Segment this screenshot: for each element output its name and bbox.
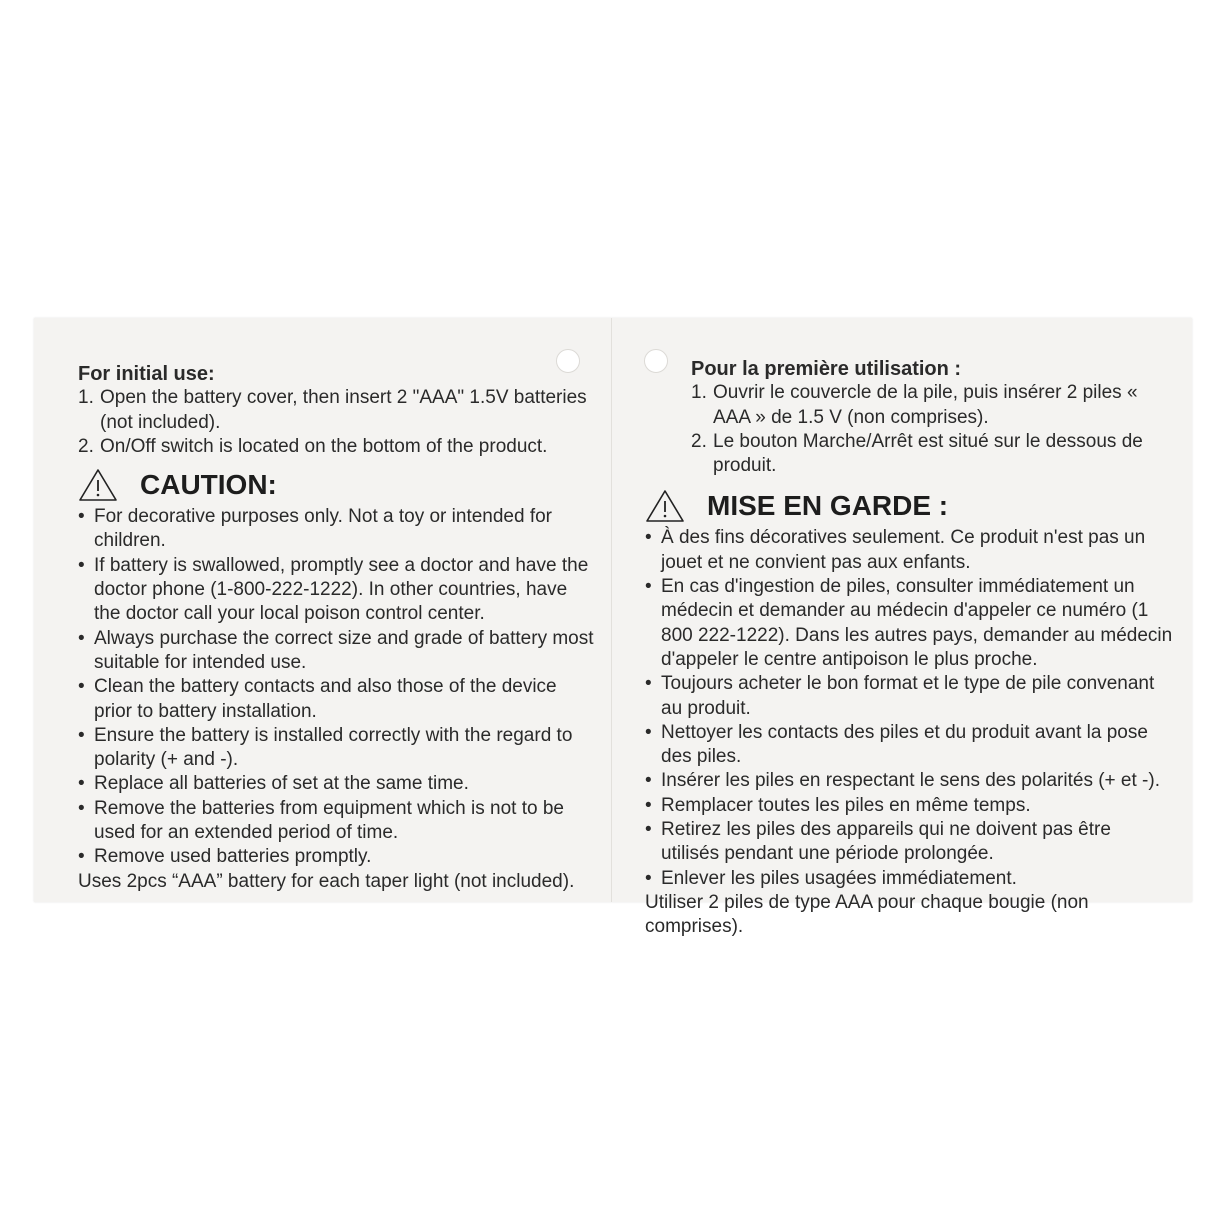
- caution-bullet: • Always purchase the correct size and grade of battery most suitable for intended use.: [78, 627, 594, 673]
- caution-bullet: • Remove used batteries promptly.: [78, 846, 372, 868]
- step-item: 1. Ouvrir le couvercle de la pile, puis insérer 2 piles « AAA » de 1.5 V (non comprises).: [691, 382, 1138, 428]
- mise-en-garde-heading: [645, 488, 1173, 524]
- caution-bullet: • Insérer les piles en respectant le sens des polarités (+ et -).: [645, 770, 1160, 792]
- step-item: 2. Le bouton Marche/Arrêt est situé sur le dessous de produit.: [691, 430, 1143, 477]
- caution-heading: [78, 467, 598, 503]
- caution-bullet: • Toujours acheter le bon format et le type de pile convenant au produit.: [645, 673, 1155, 719]
- card-fold-line: [611, 318, 612, 902]
- premiere-utilisation-heading: Pour la première utilisation :: [691, 358, 962, 380]
- warning-triangle-icon: [645, 489, 685, 523]
- french-panel: [645, 357, 1173, 940]
- caution-bullet: • Remove the batteries from equipment which is not to be used for an extended period of time.: [78, 797, 564, 844]
- caution-bullet: • À des fins décoratives seulement. Ce produit n'est pas un jouet et ne convient pas aux enfants.: [645, 527, 1146, 573]
- step-item: 2. On/Off switch is located on the bottom of the product.: [78, 435, 548, 457]
- initial-use-heading: For initial use:: [78, 363, 215, 385]
- warning-triangle-icon: [78, 468, 118, 502]
- caution-bullet: • Enlever les piles usagées immédiatement.: [645, 867, 1017, 889]
- caution-title: CAUTION:: [140, 469, 277, 501]
- battery-footer-note: Utiliser 2 piles de type AAA pour chaque bougie (non comprises).: [645, 891, 1089, 938]
- english-panel: [78, 362, 598, 894]
- caution-bullet: • Clean the battery contacts and also those of the device prior to battery installation.: [78, 676, 557, 722]
- mise-en-garde-title: MISE EN GARDE :: [707, 490, 949, 522]
- caution-bullet: • Retirez les piles des appareils qui ne doivent pas être utilisés pendant une période prolongée.: [645, 819, 1111, 865]
- caution-bullet: • Replace all batteries of set at the same time.: [78, 773, 469, 795]
- caution-bullet: • If battery is swallowed, promptly see a doctor and have the doctor phone (1-800-222-1222). In other countries, have the doctor call your local poison control center.: [78, 554, 589, 625]
- caution-bullet: • En cas d'ingestion de piles, consulter immédiatement un médecin et demander au médecin d'appeler ce numéro (1 800 222-1222). Dans les autres pays, demander au médecin d'appeler le centre antipoison le plus proche.: [645, 576, 1173, 670]
- caution-bullet: • Ensure the battery is installed correctly with the regard to polarity (+ and -).: [78, 724, 573, 771]
- caution-bullet: • Remplacer toutes les piles en même temps.: [645, 794, 1031, 816]
- caution-bullet: • For decorative purposes only. Not a toy or intended for children.: [78, 506, 553, 552]
- caution-bullet: • Nettoyer les contacts des piles et du produit avant la pose des piles.: [645, 721, 1148, 768]
- battery-footer-note: Uses 2pcs “AAA” battery for each taper light (not included).: [78, 870, 575, 892]
- step-item: 1. Open the battery cover, then insert 2 "AAA" 1.5V batteries (not included).: [78, 387, 587, 433]
